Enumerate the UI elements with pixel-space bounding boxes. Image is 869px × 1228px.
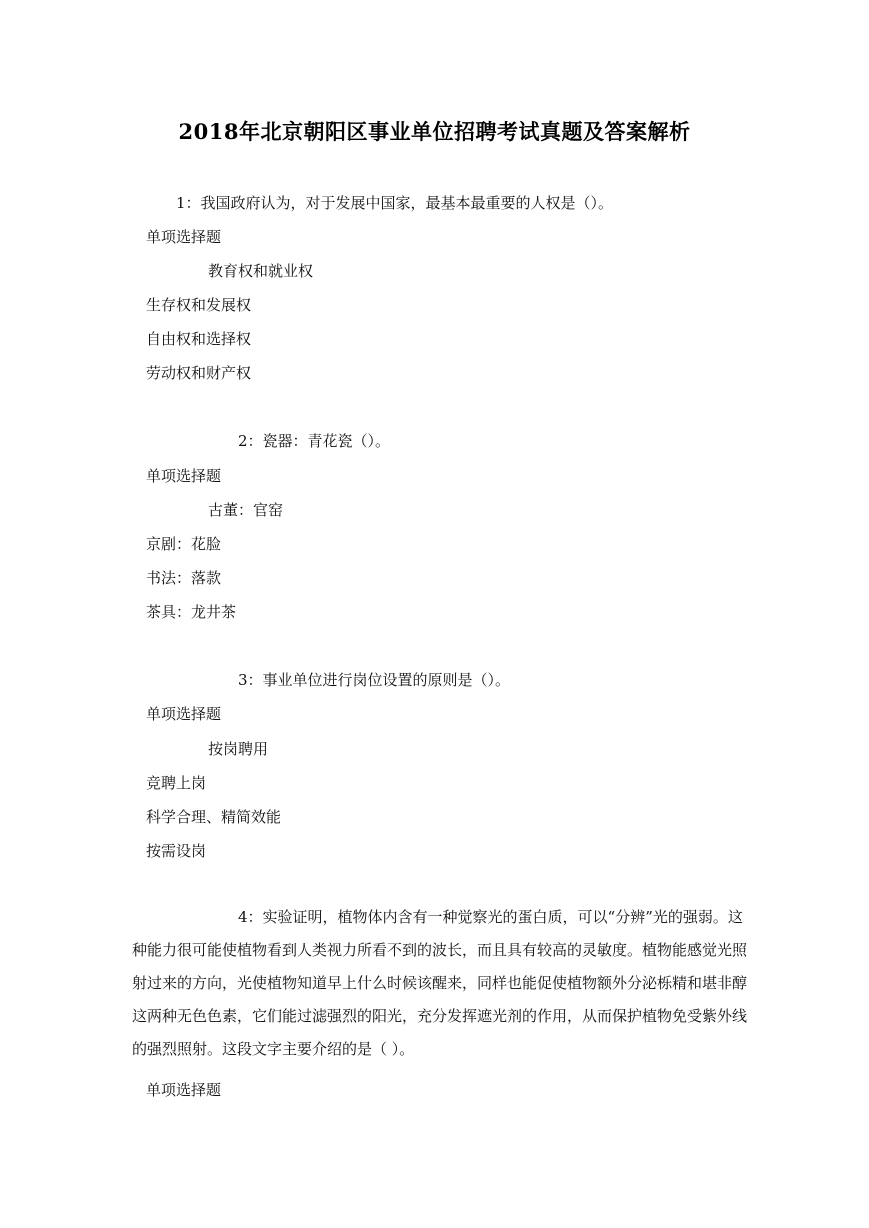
question-4-stem-block — [132, 901, 752, 1066]
question-3-option-b: 竞聘上岗 — [146, 774, 207, 792]
question-2-option-c: 书法：落款 — [146, 569, 222, 587]
question-2-type: 单项选择题 — [146, 467, 222, 485]
page-title: 2018年北京朝阳区事业单位招聘考试真题及答案解析 — [178, 119, 691, 144]
question-4-stem: 4：实验证明，植物体内含有一种觉察光的蛋白质，可以“分辨”光的强弱。这种能力很可能使植物看到人类视力所看不到的波长，而且具有较高的灵敏度。植物能感觉光照射过来的方向，光使植物知道早上什么时候该醒来，同样也能促使植物额外分泌栎精和堪非醇这两种无色色素，它们能过滤强烈的阳光，充分发挥遮光剂的作用，从而保护植物免受紫外线的强烈照射。这段文字主要介绍的是（ ）。 — [132, 908, 748, 1058]
question-1-option-b: 生存权和发展权 — [146, 296, 252, 314]
question-2-stem: 2：瓷器：青花瓷（）。 — [238, 432, 391, 450]
question-1-stem: 1：我国政府认为，对于发展中国家，最基本最重要的人权是（）。 — [176, 194, 614, 212]
question-1-option-d: 劳动权和财产权 — [146, 364, 252, 382]
question-3-option-c: 科学合理、精简效能 — [146, 808, 282, 826]
question-3-stem: 3：事业单位进行岗位设置的原则是（）。 — [238, 671, 511, 689]
question-3-type: 单项选择题 — [146, 705, 222, 723]
question-4-type: 单项选择题 — [146, 1081, 222, 1099]
question-3-option-d: 按需设岗 — [146, 842, 207, 860]
question-3-option-a: 按岗聘用 — [208, 740, 269, 758]
question-2-option-a: 古董：官窑 — [208, 501, 284, 519]
question-1-type: 单项选择题 — [146, 228, 222, 246]
question-2-option-d: 茶具：龙井茶 — [146, 603, 237, 621]
question-1-option-a: 教育权和就业权 — [208, 262, 314, 280]
question-1-option-c: 自由权和选择权 — [146, 330, 252, 348]
question-2-option-b: 京剧：花脸 — [146, 535, 222, 553]
